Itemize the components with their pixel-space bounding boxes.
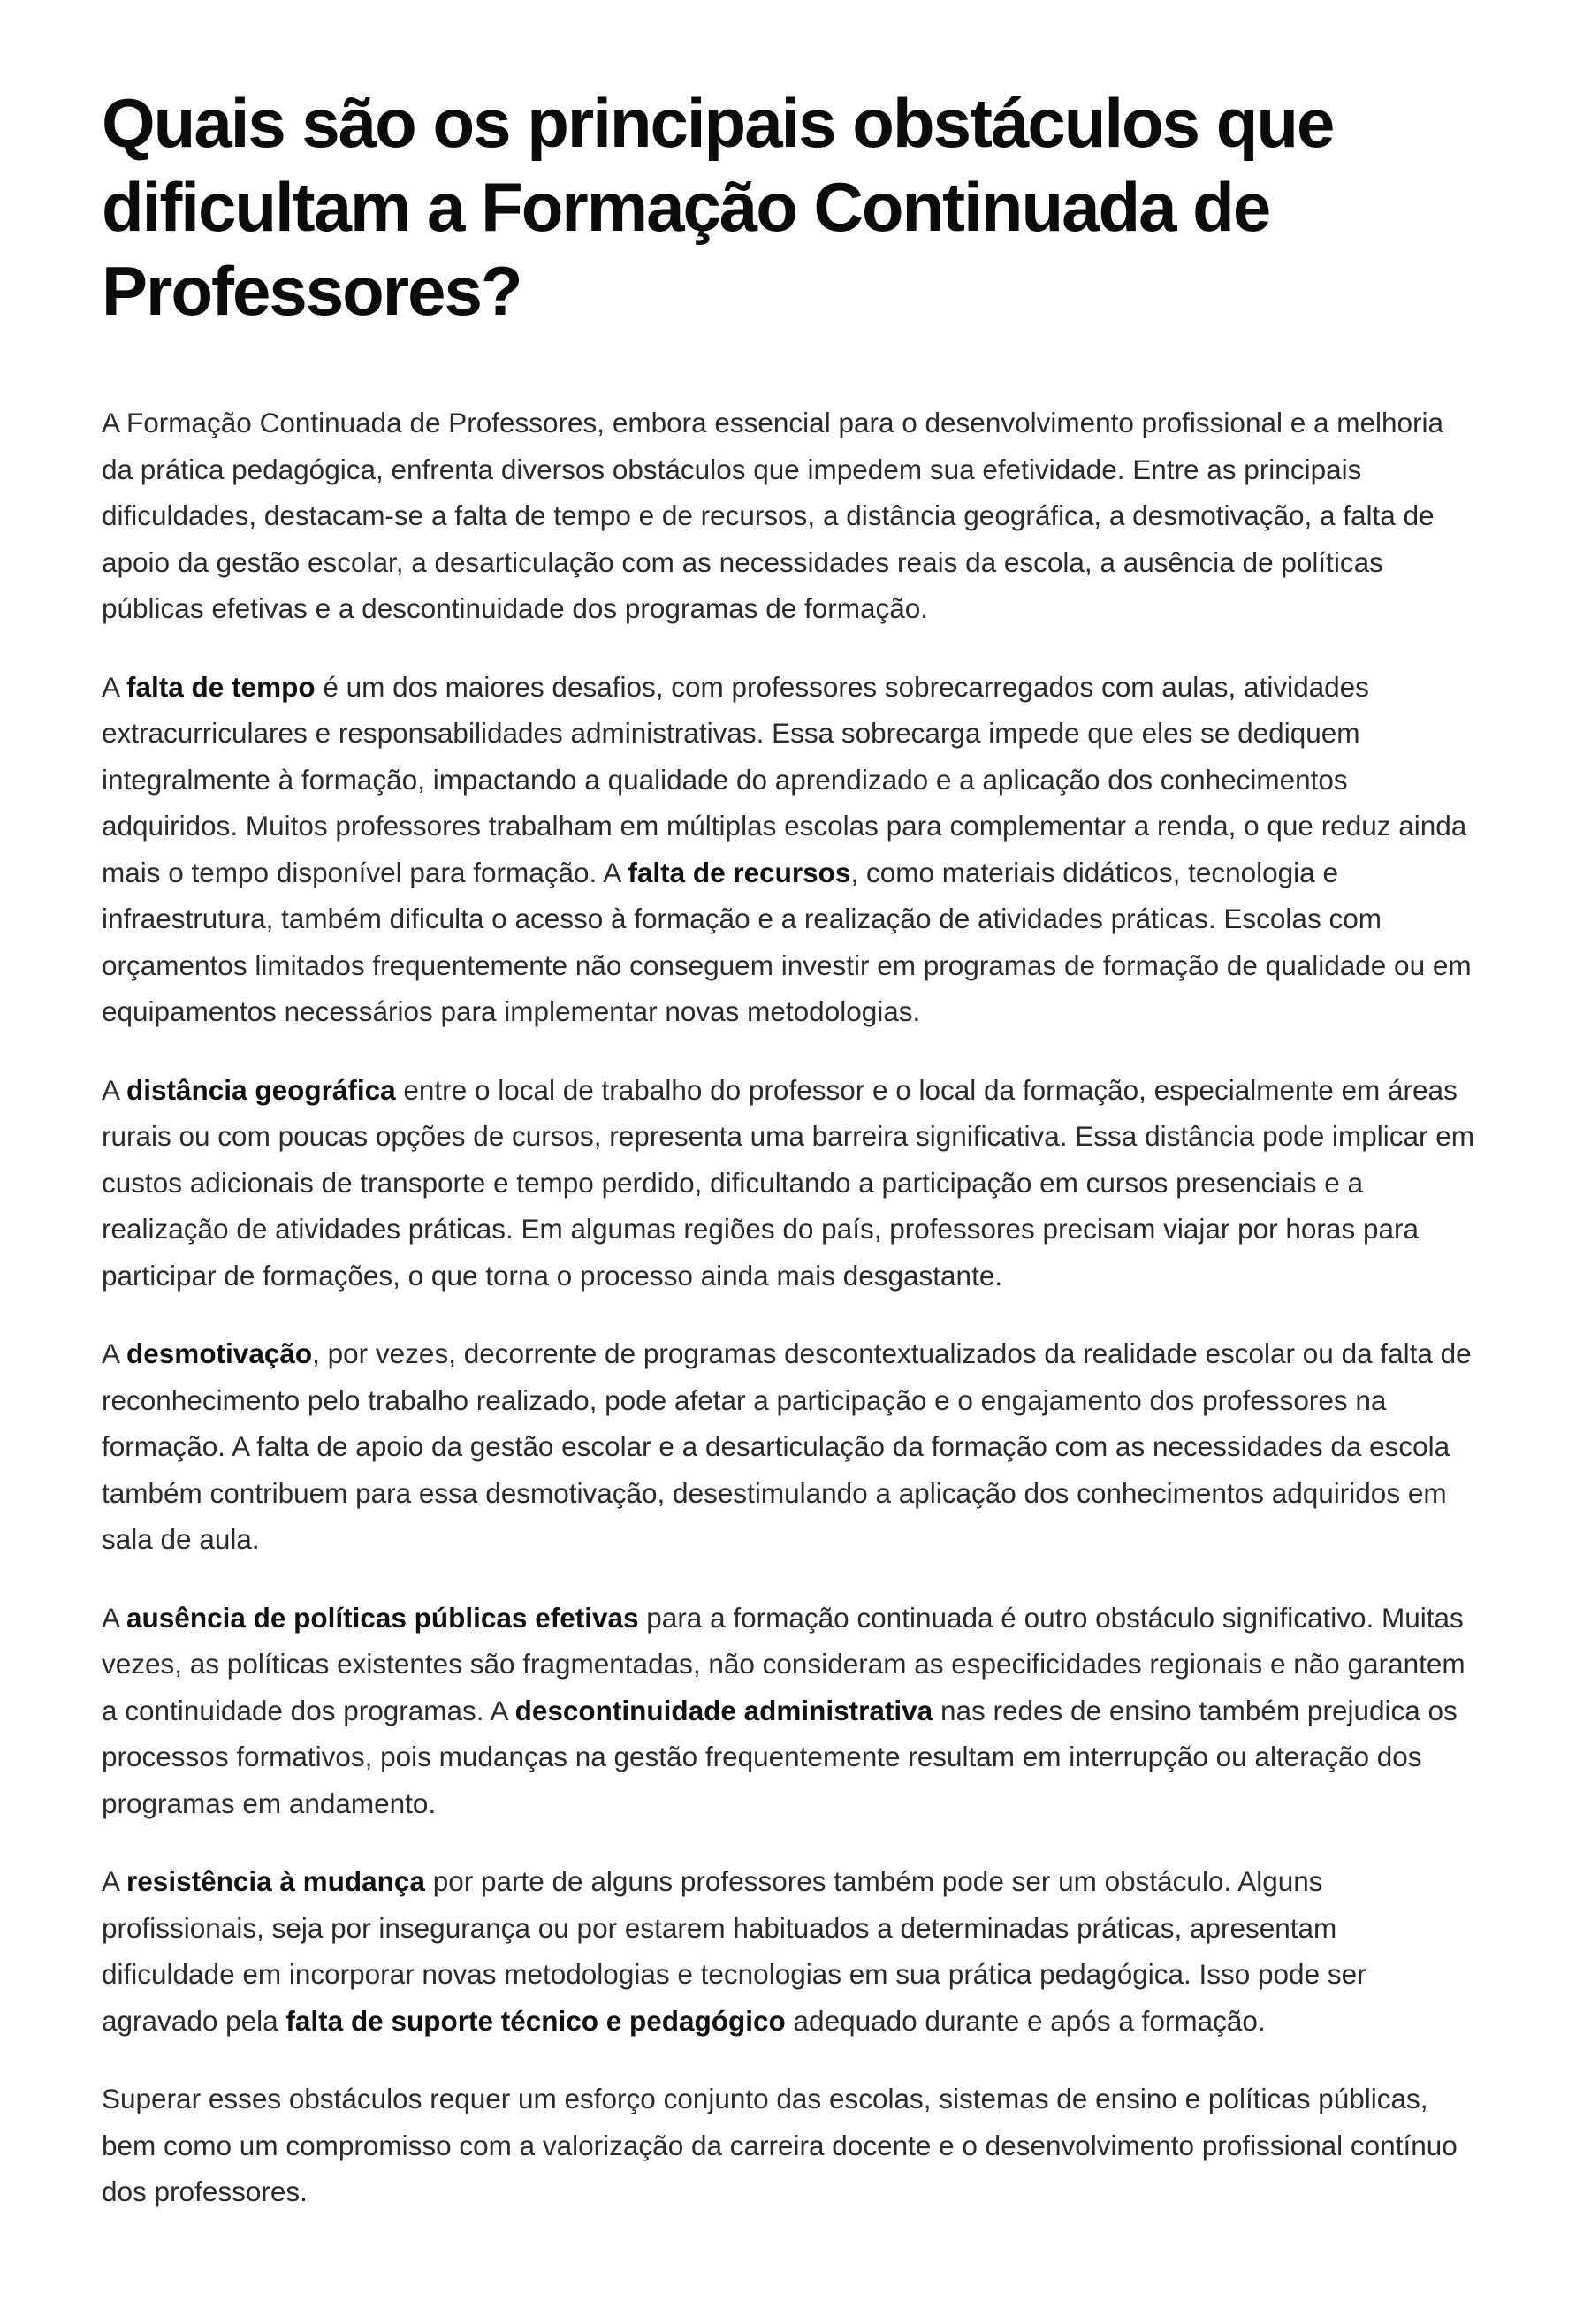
paragraph-text: nas redes de ensino também prejudica os processos formativos, pois mudanças na gestão frequentemente resultam em interrupção ou alteração dos programas em andamento. (102, 1694, 1458, 1819)
paragraph-text: A (102, 1865, 127, 1897)
paragraph-distance (102, 1067, 1476, 1299)
paragraph-time-resources (102, 664, 1476, 1035)
paragraph-text: , como materiais didáticos, tecnologia e infraestrutura, também dificulta o acesso à formação e a realização de atividades práticas. Escolas com orçamentos limitados frequentemente não conseguem investir em programas de formação de qualidade ou em equipamentos necessários para implementar novas metodologias. (102, 856, 1472, 1027)
emphasis-falta-de-suporte: falta de suporte técnico e pedagógico (285, 2004, 786, 2037)
emphasis-falta-de-recursos: falta de recursos (628, 856, 851, 888)
emphasis-descontinuidade-administrativa: descontinuidade administrativa (514, 1694, 933, 1726)
paragraph-policies (102, 1595, 1476, 1827)
paragraph-resistance (102, 1858, 1476, 2044)
paragraph-text: entre o local de trabalho do professor e o local da formação, especialmente em áreas rurais ou com poucas opções de cursos, representa uma barreira significativa. Essa distância pode implicar em custos adicionais de transporte e tempo perdido, dificultando a participação em cursos presenciais e a realização de atividades práticas. Em algumas regiões do país, professores precisam viajar por horas para participar de formações, o que torna o processo ainda mais desgastante. (102, 1073, 1474, 1292)
paragraph-text: é um dos maiores desafios, com professores sobrecarregados com aulas, atividades extracurriculares e responsabilidades administrativas. Essa sobrecarga impede que eles se dediquem integralmente à formação, impactando a qualidade do aprendizado e a aplicação dos conhecimentos adquiridos. Muitos professores trabalham em múltiplas escolas para complementar a renda, o que reduz ainda mais o tempo disponível para formação. A (102, 670, 1467, 888)
emphasis-distancia-geografica: distância geográfica (126, 1073, 396, 1106)
emphasis-ausencia-de-politicas: ausência de políticas públicas efetivas (126, 1601, 639, 1634)
paragraph-text: adequado durante e após a formação. (785, 2004, 1266, 2037)
emphasis-desmotivacao: desmotivação (126, 1337, 313, 1369)
paragraph-text: A (102, 1337, 127, 1369)
paragraph-conclusion (102, 2076, 1476, 2215)
paragraph-text: Superar esses obstáculos requer um esforço conjunto das escolas, sistemas de ensino e políticas públicas, bem como um compromisso com a valorização da carreira docente e o desenvolvimento profissional contínuo dos professores. (102, 2083, 1458, 2207)
article-body (102, 400, 1476, 2215)
paragraph-intro (102, 400, 1476, 632)
emphasis-resistencia-a-mudanca: resistência à mudança (126, 1865, 425, 1897)
paragraph-motivation (102, 1330, 1476, 1563)
paragraph-text: A (102, 1601, 127, 1634)
paragraph-text: , por vezes, decorrente de programas descontextualizados da realidade escolar ou da falta de reconhecimento pelo trabalho realizado, pode afetar a participação e o engajamento dos professores na formação. A falta de apoio da gestão escolar e a desarticulação da formação com as necessidades da escola também contribuem para essa desmotivação, desestimulando a aplicação dos conhecimentos adquiridos em sala de aula. (102, 1337, 1472, 1555)
emphasis-falta-de-tempo: falta de tempo (126, 670, 316, 703)
paragraph-text: A Formação Continuada de Professores, embora essencial para o desenvolvimento profissional e a melhoria da prática pedagógica, enfrenta diversos obstáculos que impedem sua efetividade. Entre as principais dificuldades, destacam-se a falta de tempo e de recursos, a distância geográfica, a desmotivação, a falta de apoio da gestão escolar, a desarticulação com as necessidades reais da escola, a ausência de políticas públicas efetivas e a descontinuidade dos programas de formação. (102, 407, 1444, 624)
page-title: Quais são os principais obstáculos que dificultam a Formação Continuada de Professores? (102, 84, 1334, 330)
paragraph-text: A (102, 670, 127, 703)
paragraph-text: por parte de alguns professores também pode ser um obstáculo. Alguns profissionais, seja por insegurança ou por estarem habituados a determinadas práticas, apresentam dificuldade em incorporar novas metodologias e tecnologias em sua prática pedagógica. Isso pode ser agravado pela (102, 1865, 1366, 2037)
paragraph-text: A (102, 1073, 127, 1106)
paragraph-text: para a formação continuada é outro obstáculo significativo. Muitas vezes, as políticas existentes são fragmentadas, não consideram as especificidades regionais e não garantem a continuidade dos programas. A (102, 1601, 1465, 1726)
